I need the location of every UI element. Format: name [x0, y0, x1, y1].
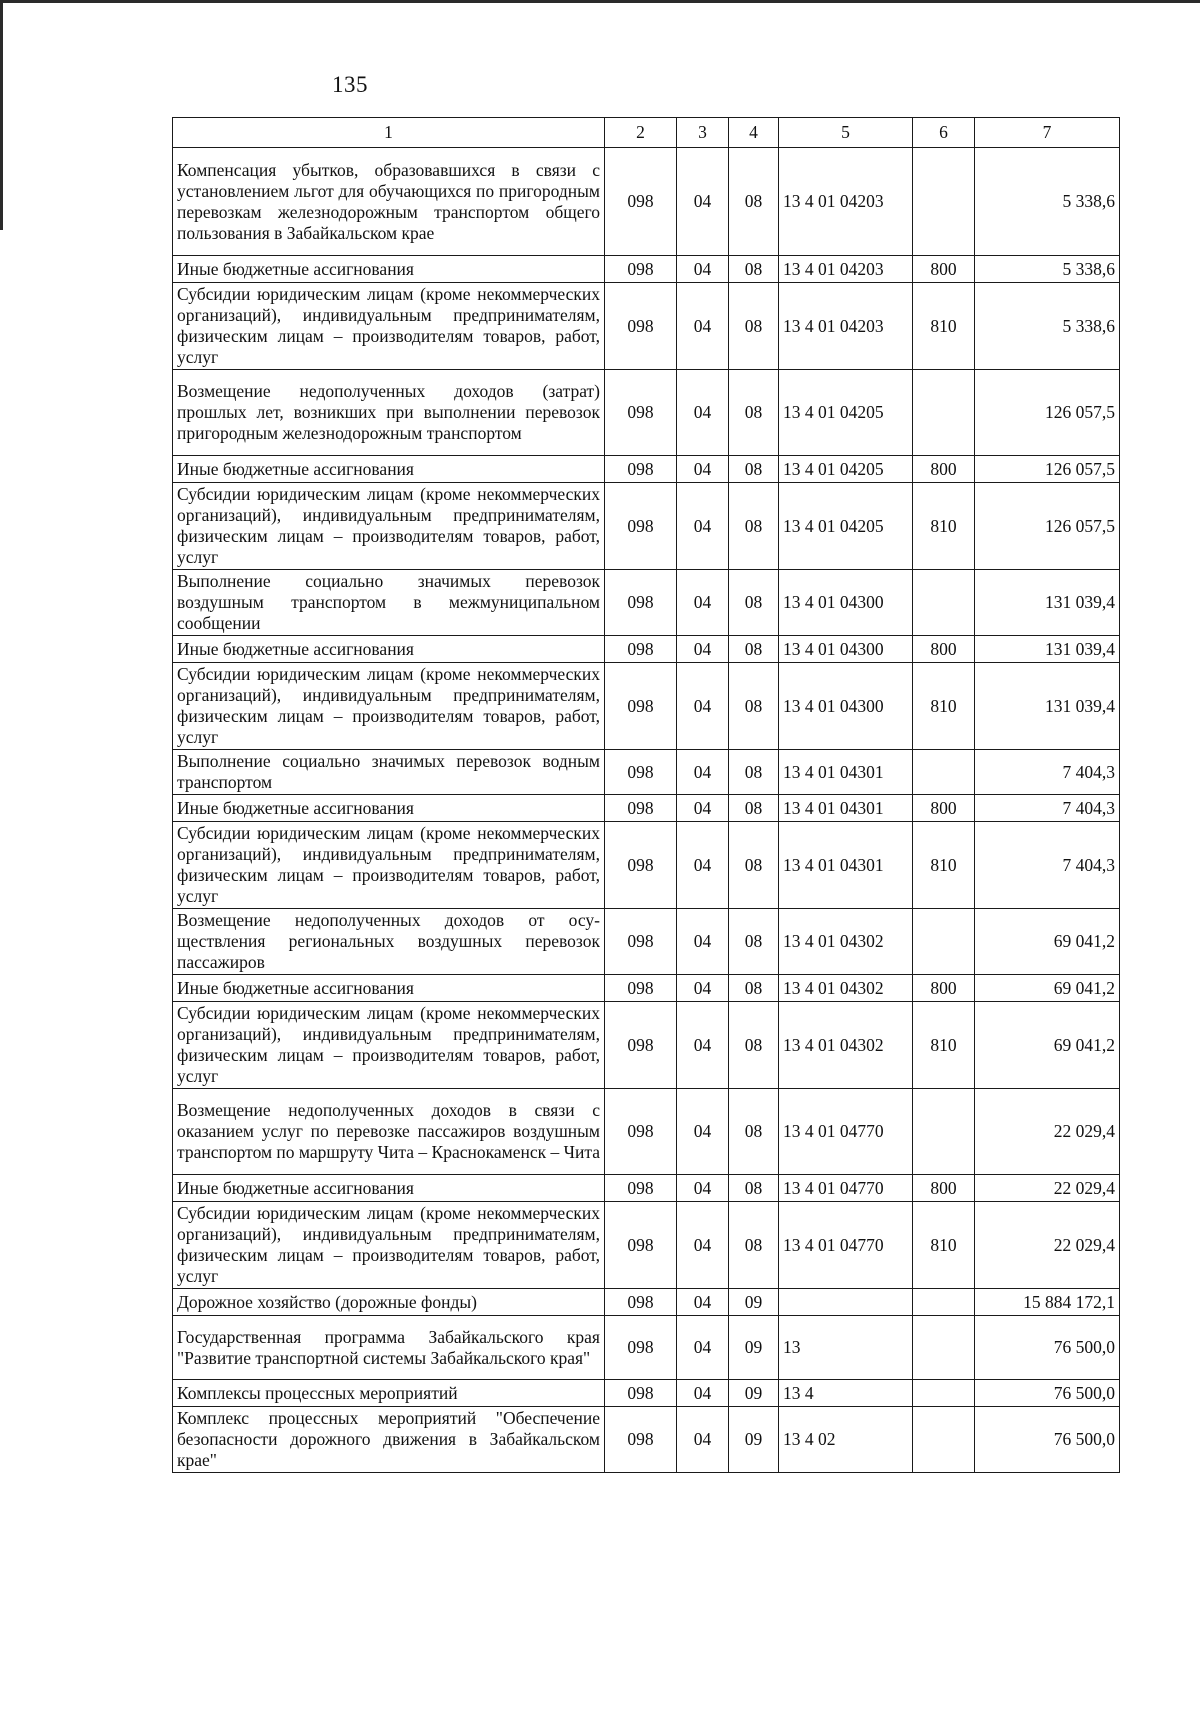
row-description: Выполнение социально значимых перевозок водным транспортом — [173, 750, 605, 795]
row-col-3: 04 — [677, 1175, 729, 1202]
row-col-7: 22 029,4 — [975, 1175, 1120, 1202]
table-row — [173, 822, 1120, 909]
row-col-3: 04 — [677, 1089, 729, 1175]
row-col-7: 69 041,2 — [975, 1002, 1120, 1089]
row-description: Комплексы процессных мероприятий — [173, 1380, 605, 1407]
table-row — [173, 1289, 1120, 1316]
row-col-4: 08 — [729, 570, 779, 636]
row-col-3: 04 — [677, 795, 729, 822]
row-col-4: 08 — [729, 483, 779, 570]
row-col-5: 13 4 01 04203 — [779, 283, 913, 370]
table-row — [173, 483, 1120, 570]
row-col-7: 76 500,0 — [975, 1316, 1120, 1380]
row-col-2: 098 — [605, 822, 677, 909]
row-col-7: 69 041,2 — [975, 909, 1120, 975]
row-col-2: 098 — [605, 663, 677, 750]
row-col-5: 13 4 01 04770 — [779, 1175, 913, 1202]
row-description: Иные бюджетные ассигнования — [173, 975, 605, 1002]
row-col-2: 098 — [605, 1089, 677, 1175]
row-col-2: 098 — [605, 370, 677, 456]
row-col-7: 126 057,5 — [975, 370, 1120, 456]
table-row — [173, 1202, 1120, 1289]
row-col-5: 13 4 01 04205 — [779, 370, 913, 456]
row-col-2: 098 — [605, 1289, 677, 1316]
header-col-5: 5 — [779, 118, 913, 148]
row-col-4: 08 — [729, 636, 779, 663]
row-col-4: 09 — [729, 1289, 779, 1316]
row-col-7: 22 029,4 — [975, 1089, 1120, 1175]
table-row — [173, 456, 1120, 483]
row-col-3: 04 — [677, 663, 729, 750]
table-row — [173, 570, 1120, 636]
row-col-4: 08 — [729, 1089, 779, 1175]
row-col-6: 810 — [913, 663, 975, 750]
row-col-4: 09 — [729, 1380, 779, 1407]
row-col-7: 76 500,0 — [975, 1380, 1120, 1407]
row-col-2: 098 — [605, 909, 677, 975]
row-description: Иные бюджетные ассигнования — [173, 795, 605, 822]
row-col-3: 04 — [677, 750, 729, 795]
row-col-7: 5 338,6 — [975, 256, 1120, 283]
row-col-6: 810 — [913, 283, 975, 370]
row-col-7: 5 338,6 — [975, 283, 1120, 370]
row-col-5: 13 4 01 04301 — [779, 822, 913, 909]
row-col-3: 04 — [677, 483, 729, 570]
row-col-6: 800 — [913, 795, 975, 822]
table-row — [173, 909, 1120, 975]
row-col-6: 800 — [913, 456, 975, 483]
row-description: Иные бюджетные ассигнования — [173, 256, 605, 283]
row-description: Иные бюджетные ассигнования — [173, 636, 605, 663]
table-header — [173, 118, 1120, 148]
row-col-2: 098 — [605, 1380, 677, 1407]
row-col-2: 098 — [605, 456, 677, 483]
row-col-3: 04 — [677, 636, 729, 663]
row-col-3: 04 — [677, 1316, 729, 1380]
row-col-7: 126 057,5 — [975, 483, 1120, 570]
row-col-5: 13 4 01 04302 — [779, 909, 913, 975]
row-col-7: 76 500,0 — [975, 1407, 1120, 1473]
row-col-2: 098 — [605, 1316, 677, 1380]
row-col-7: 131 039,4 — [975, 636, 1120, 663]
row-col-5: 13 4 02 — [779, 1407, 913, 1473]
row-description: Субсидии юридическим лицам (кроме некоммерческих организаций), индивидуальным предпринимателям, физическим лицам – производителям товаров, работ, услуг — [173, 663, 605, 750]
row-col-5: 13 4 01 04302 — [779, 975, 913, 1002]
row-col-2: 098 — [605, 570, 677, 636]
row-col-6 — [913, 570, 975, 636]
table-row — [173, 370, 1120, 456]
row-description: Дорожное хозяйство (дорожные фонды) — [173, 1289, 605, 1316]
row-description: Государственная программа Забайкальского края "Развитие транспортной системы Забайкальского края" — [173, 1316, 605, 1380]
row-description: Комплекс процессных мероприятий "Обеспечение безопасности дорожного движения в Забайкальском крае" — [173, 1407, 605, 1473]
row-col-3: 04 — [677, 1202, 729, 1289]
row-col-4: 08 — [729, 975, 779, 1002]
table-row — [173, 636, 1120, 663]
row-col-5: 13 4 01 04300 — [779, 570, 913, 636]
row-col-2: 098 — [605, 283, 677, 370]
table-row — [173, 1002, 1120, 1089]
header-col-4: 4 — [729, 118, 779, 148]
row-description: Компенсация убытков, образовавшихся в связи с установлением льгот для обучающихся по пригородным перевозкам железнодорожным транспортом общего пользования в Забайкальском крае — [173, 148, 605, 256]
row-col-7: 131 039,4 — [975, 663, 1120, 750]
row-col-4: 08 — [729, 456, 779, 483]
row-col-2: 098 — [605, 1202, 677, 1289]
row-col-5: 13 4 01 04203 — [779, 148, 913, 256]
header-col-2: 2 — [605, 118, 677, 148]
row-col-4: 08 — [729, 256, 779, 283]
row-col-5: 13 4 01 04205 — [779, 456, 913, 483]
row-col-6: 810 — [913, 483, 975, 570]
row-col-7: 69 041,2 — [975, 975, 1120, 1002]
table-row — [173, 975, 1120, 1002]
row-col-2: 098 — [605, 148, 677, 256]
row-col-2: 098 — [605, 483, 677, 570]
page-number: 135 — [332, 72, 368, 97]
row-col-3: 04 — [677, 1002, 729, 1089]
row-description: Субсидии юридическим лицам (кроме некоммерческих организаций), индивидуальным предпринимателям, физическим лицам – производителям товаров, работ, услуг — [173, 822, 605, 909]
table-row — [173, 283, 1120, 370]
table-body — [173, 148, 1120, 1473]
row-col-4: 08 — [729, 1002, 779, 1089]
row-col-2: 098 — [605, 1002, 677, 1089]
header-col-3: 3 — [677, 118, 729, 148]
row-col-6: 810 — [913, 1002, 975, 1089]
row-col-7: 7 404,3 — [975, 750, 1120, 795]
budget-table — [172, 117, 1120, 1473]
scan-edge-top — [0, 0, 1200, 3]
row-col-6: 800 — [913, 1175, 975, 1202]
row-col-4: 08 — [729, 663, 779, 750]
row-col-7: 22 029,4 — [975, 1202, 1120, 1289]
row-description: Возмещение недополученных доходов в связи с оказанием услуг по перевозке пассажиров воздушным транспортом по маршруту Чита – Краснокаменск – Чита — [173, 1089, 605, 1175]
row-col-6 — [913, 750, 975, 795]
row-col-6: 810 — [913, 1202, 975, 1289]
row-col-4: 08 — [729, 795, 779, 822]
row-description: Иные бюджетные ассигнования — [173, 1175, 605, 1202]
row-col-3: 04 — [677, 1380, 729, 1407]
table-row — [173, 1380, 1120, 1407]
row-col-6 — [913, 370, 975, 456]
row-col-5: 13 4 01 04301 — [779, 750, 913, 795]
row-col-3: 04 — [677, 370, 729, 456]
header-col-1: 1 — [173, 118, 605, 148]
row-col-4: 08 — [729, 283, 779, 370]
row-col-7: 126 057,5 — [975, 456, 1120, 483]
row-col-6 — [913, 1089, 975, 1175]
row-col-6 — [913, 1407, 975, 1473]
row-col-5: 13 — [779, 1316, 913, 1380]
row-col-4: 08 — [729, 750, 779, 795]
row-col-4: 08 — [729, 1175, 779, 1202]
row-description: Субсидии юридическим лицам (кроме некоммерческих организаций), индивидуальным предпринимателям, физическим лицам – производителям товаров, работ, услуг — [173, 1202, 605, 1289]
row-description: Субсидии юридическим лицам (кроме некоммерческих организаций), индивидуальным предпринимателям, физическим лицам – производителям товаров, работ, услуг — [173, 283, 605, 370]
row-col-4: 08 — [729, 822, 779, 909]
row-col-5: 13 4 01 04301 — [779, 795, 913, 822]
row-col-5: 13 4 01 04300 — [779, 663, 913, 750]
row-col-6 — [913, 909, 975, 975]
table-row — [173, 148, 1120, 256]
row-col-5: 13 4 01 04302 — [779, 1002, 913, 1089]
row-col-5: 13 4 01 04205 — [779, 483, 913, 570]
table-row — [173, 1175, 1120, 1202]
row-col-3: 04 — [677, 570, 729, 636]
row-col-6: 800 — [913, 256, 975, 283]
row-col-7: 131 039,4 — [975, 570, 1120, 636]
header-col-6: 6 — [913, 118, 975, 148]
row-col-2: 098 — [605, 975, 677, 1002]
row-col-2: 098 — [605, 1407, 677, 1473]
row-description: Субсидии юридическим лицам (кроме некоммерческих организаций), индивидуальным предпринимателям, физическим лицам – производителям товаров, работ, услуг — [173, 1002, 605, 1089]
row-description: Субсидии юридическим лицам (кроме некоммерческих организаций), индивидуальным предпринимателям, физическим лицам – производителям товаров, работ, услуг — [173, 483, 605, 570]
header-row — [173, 118, 1120, 148]
row-col-6 — [913, 148, 975, 256]
row-col-4: 08 — [729, 909, 779, 975]
row-col-3: 04 — [677, 256, 729, 283]
header-col-7: 7 — [975, 118, 1120, 148]
table-row — [173, 750, 1120, 795]
row-col-3: 04 — [677, 1407, 729, 1473]
row-col-5: 13 4 — [779, 1380, 913, 1407]
row-col-4: 08 — [729, 148, 779, 256]
row-col-3: 04 — [677, 148, 729, 256]
row-col-5 — [779, 1289, 913, 1316]
row-col-7: 7 404,3 — [975, 822, 1120, 909]
table-row — [173, 1316, 1120, 1380]
row-description: Возмещение недополученных доходов от осуществления региональных воздушных перевозок пассажиров — [173, 909, 605, 975]
row-col-5: 13 4 01 04770 — [779, 1089, 913, 1175]
row-description: Выполнение социально значимых перевозок воздушным транспортом в межмуниципальном сообщении — [173, 570, 605, 636]
row-col-3: 04 — [677, 283, 729, 370]
row-col-4: 09 — [729, 1316, 779, 1380]
row-col-3: 04 — [677, 456, 729, 483]
row-col-7: 7 404,3 — [975, 795, 1120, 822]
row-col-3: 04 — [677, 909, 729, 975]
row-col-6: 800 — [913, 636, 975, 663]
row-col-3: 04 — [677, 975, 729, 1002]
table-row — [173, 1089, 1120, 1175]
scan-edge-left — [0, 0, 3, 230]
row-col-6 — [913, 1289, 975, 1316]
row-col-3: 04 — [677, 1289, 729, 1316]
row-col-5: 13 4 01 04300 — [779, 636, 913, 663]
table-row — [173, 663, 1120, 750]
row-col-6: 800 — [913, 975, 975, 1002]
row-col-2: 098 — [605, 256, 677, 283]
row-col-6 — [913, 1316, 975, 1380]
row-col-4: 08 — [729, 1202, 779, 1289]
row-col-5: 13 4 01 04203 — [779, 256, 913, 283]
row-col-4: 09 — [729, 1407, 779, 1473]
table-row — [173, 256, 1120, 283]
row-description: Иные бюджетные ассигнования — [173, 456, 605, 483]
row-col-6: 810 — [913, 822, 975, 909]
row-col-4: 08 — [729, 370, 779, 456]
row-col-2: 098 — [605, 795, 677, 822]
row-col-3: 04 — [677, 822, 729, 909]
row-col-7: 5 338,6 — [975, 148, 1120, 256]
row-col-2: 098 — [605, 636, 677, 663]
row-col-2: 098 — [605, 750, 677, 795]
row-col-2: 098 — [605, 1175, 677, 1202]
row-description: Возмещение недополученных доходов (затрат) прошлых лет, возникших при выполнении перевозок пригородным железнодорожным транспортом — [173, 370, 605, 456]
row-col-7: 15 884 172,1 — [975, 1289, 1120, 1316]
table-row — [173, 1407, 1120, 1473]
row-col-6 — [913, 1380, 975, 1407]
row-col-5: 13 4 01 04770 — [779, 1202, 913, 1289]
table-row — [173, 795, 1120, 822]
